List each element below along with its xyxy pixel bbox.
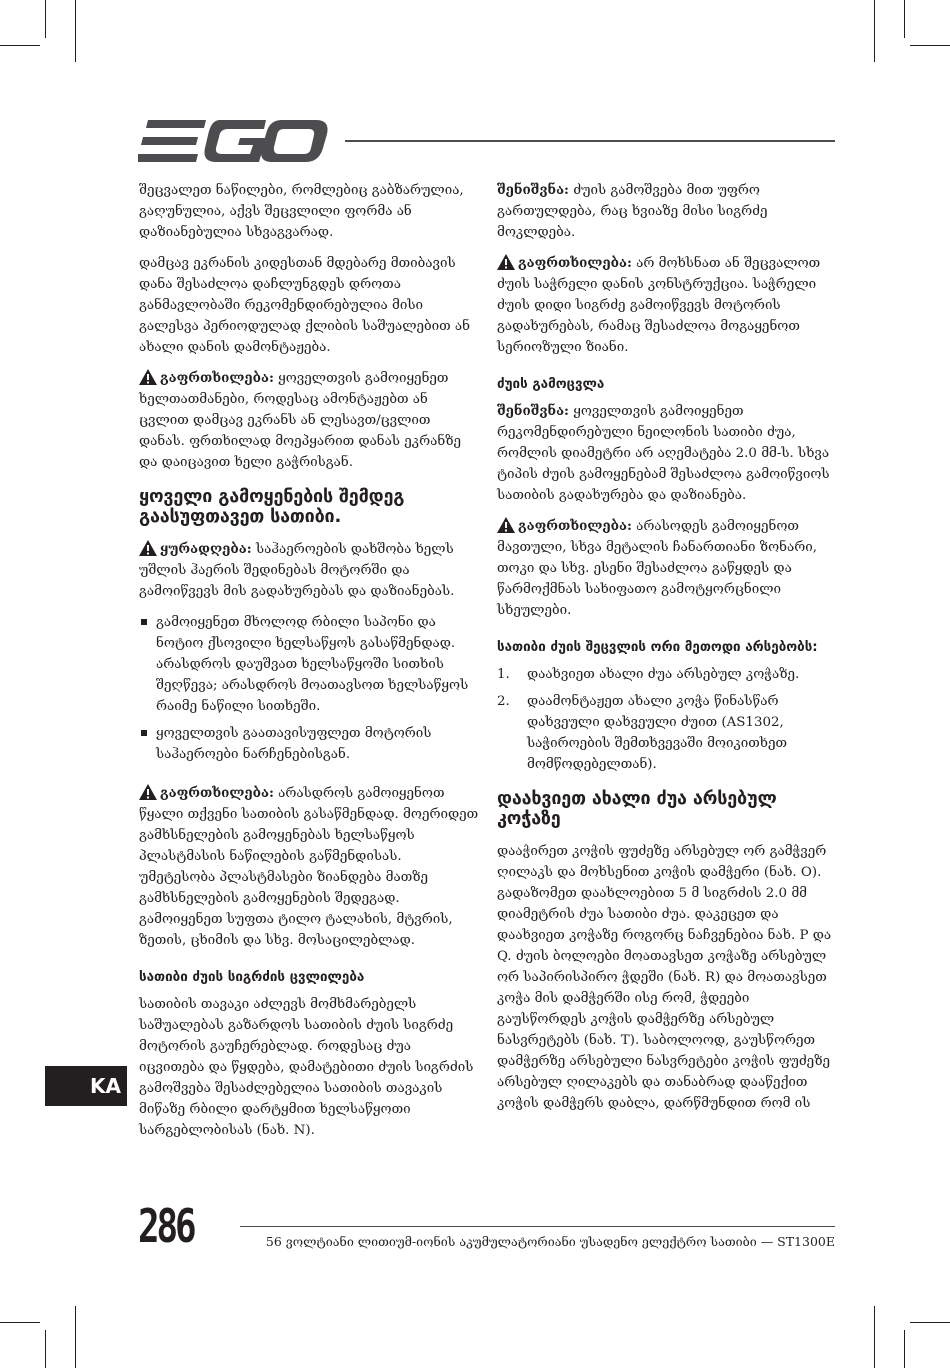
footer-rule bbox=[240, 1226, 835, 1227]
crop-mark bbox=[904, 0, 905, 38]
step-number: 1. bbox=[497, 667, 510, 682]
warning-icon bbox=[497, 517, 515, 533]
crop-mark bbox=[0, 1322, 40, 1323]
caution-paragraph bbox=[139, 539, 479, 602]
warning-label: გაფრთხილება: bbox=[160, 785, 274, 801]
subsection-heading: სათიბი ძუის სიგრძის ცვლილება bbox=[139, 970, 365, 985]
page-number: 286 bbox=[138, 1199, 194, 1253]
caution-text: საჰაეროების დახშობა ხელს უშლის ჰაერის შედინებას მოტორში და გამოიწვევს მის გადახურებას და დაზიანებას. bbox=[139, 542, 455, 599]
left-column bbox=[139, 180, 479, 1151]
crop-mark bbox=[75, 1306, 76, 1368]
ego-logo bbox=[138, 118, 328, 164]
crop-mark bbox=[910, 1322, 950, 1323]
language-tab: KA bbox=[45, 1066, 127, 1106]
caution-label: ყურადღება: bbox=[160, 541, 252, 557]
subsection-heading: ძუის გამოცვლა bbox=[497, 377, 605, 392]
list-item: გამოიყენეთ მხოლოდ რბილი საპონი და ნოტიო ქსოვილი ხელსაწყოს გასაწმენდად. არასდროს დაუშვათ ხელსაწყოში სითხის შეღწევა; არასდროს მოათავსოთ ხელსაწყოს რაიმე ნაწილი სითხეში. bbox=[139, 612, 479, 717]
warning-text: ყოველთვის გამოიყენეთ ხელთათმანები, როდესაც ამონტაჟებთ ან ცვლით დამცავ ეკრანს ან ლესავთ/ცვლით დანას. ფრთხილად მოეპყარით დანას ეკრანზე და დაიცავით ხელი გაჭრისგან. bbox=[139, 371, 461, 470]
bullet-list bbox=[139, 612, 479, 765]
list-item bbox=[497, 664, 837, 685]
header-rule bbox=[345, 140, 835, 142]
warning-paragraph bbox=[497, 253, 837, 358]
note-paragraph bbox=[497, 180, 837, 243]
note-label: შენიშვნა: bbox=[497, 403, 569, 419]
section-heading: დაახვიეთ ახალი ძუა არსებულ კოჭაზე bbox=[497, 788, 777, 829]
paragraph: დააჭირეთ კოჭის ფუძეზე არსებულ ორ გამჭვერ ღილაკს და მოხსენით კოჭის დამჭერი (ნახ. O). გადაზომეთ დაახლოებით 5 მ სიგრძის 2.0 მმ დიამეტრის ძუა სათიბი ძუა. დაკეცეთ და დაახვიეთ კოჭაზე როგორც ნაჩვენებია ნახ. P და Q. ძუის ბოლოები მოათავსეთ კოჭაზე არსებულ ორ საპირისპირო ჭდეში (ნახ. R) და მოათავსეთ კოჭა მის დამჭერში ისე რომ, ჭდეები გაუსწორდეს კოჭის დამჭერზე არსებულ ნასვრეტებს (ნახ. T). საბოლოოდ, გაუსწორეთ დამჭერზე არსებული ნასვრეტები კოჭის ფუძეზე არსებულ ღილაკებს და თანაბრად დააწექით კოჭის დამჭერს დაბლა, დარწმუნდით რომ ის bbox=[497, 844, 832, 1111]
paragraph: დამცავ ეკრანის კიდესთან მდებარე მთიბავის დანა შესაძლოა დაჩლუნგდეს დროთა განმავლობაში რეკომენდირებულია მისი გალესვა პერიოდულად ქლიბის საშუალებით ან ახალი დანის დამონტაჟება. bbox=[139, 256, 470, 355]
crop-mark bbox=[874, 0, 875, 62]
warning-label: გაფრთხილება: bbox=[518, 518, 632, 534]
warning-icon bbox=[139, 540, 157, 556]
step-text: დაამონტაჟეთ ახალი კოჭა წინასწარ დახვეული დახვეული ძუით (AS1302, საჭიროების შემთხვევაში მოიკითხეთ მომწოდებელთან). bbox=[527, 694, 788, 772]
list-item: ყოველთვის გაათავისუფლეთ მოტორის საჰაეროები ნარჩენებისგან. bbox=[139, 723, 479, 765]
section-heading: ყოველი გამოყენების შემდეგ გაასუფთავეთ სათიბი. bbox=[139, 486, 405, 527]
warning-icon bbox=[139, 369, 157, 385]
note-text: ყოველთვის გამოიყენეთ რეკომენდირებული ნეილონის სათიბი ძუა, რომლის დიამეტრი არ აღემატება 2.0 მმ-ს. სხვა ტიპის ძუის გამოყენებამ შესაძლოა გამოიწვიოს სათიბის გადახურება და დაზიანება. bbox=[497, 404, 830, 503]
warning-icon bbox=[139, 784, 157, 800]
crop-mark bbox=[75, 0, 76, 62]
crop-mark bbox=[0, 45, 40, 46]
paragraph: შეცვალეთ ნაწილები, რომლებიც გაბზარულია, გაღუნულია, აქვს შეცვლილი ფორმა ან დაზიანებულია სხვაგვარად. bbox=[139, 183, 464, 240]
paragraph: სათიბის თავაკი აძლევს მომხმარებელს საშუალებას გაზარდოს სათიბის ძუის სიგრძე მოტორის გაუჩერებლად. როდესაც ძუა იცვითება და წყდება, დამატებითი ძუის სიგრძის გამოშვება შესაძლებელია სათიბის თავაკის მიწაზე რბილი დარტყმით ხელსაწყოთი სარგებლობისას (ნახ. N). bbox=[139, 997, 474, 1138]
warning-paragraph bbox=[497, 516, 837, 621]
warning-text: არასოდეს გამოიყენოთ მავთული, სხვა მეტალის ჩანართიანი ზონარი, თოკი და სხვ. ესენი შესაძლოა გაწყდეს და წარმოქმნას სახიფათო გამოტყორცნილი სხეულები. bbox=[497, 519, 817, 618]
list-item bbox=[497, 691, 837, 775]
crop-mark bbox=[904, 1330, 905, 1368]
warning-label: გაფრთხილება: bbox=[160, 370, 274, 386]
right-column bbox=[497, 180, 837, 1124]
crop-mark bbox=[874, 1306, 875, 1368]
subsection-heading: სათიბი ძუის შეცვლის ორი მეთოდი არსებობს: bbox=[497, 640, 818, 655]
crop-mark bbox=[910, 45, 950, 46]
warning-label: გაფრთხილება: bbox=[518, 255, 632, 271]
step-text: დაახვიეთ ახალი ძუა არსებულ კოჭაზე. bbox=[527, 667, 800, 682]
note-paragraph bbox=[497, 401, 837, 506]
step-number: 2. bbox=[497, 694, 510, 709]
warning-icon bbox=[497, 254, 515, 270]
note-label: შენიშვნა: bbox=[497, 182, 569, 198]
warning-text: არ მოხსნათ ან შეცვალოთ ძუის საჭრელი დანის კონსტრუქცია. საჭრელი ძუის დიდი სიგრძე გამოიწვევს მოტორის გადახურებას, რამაც შესაძლოა მოგაყენოთ სერიოზული ზიანი. bbox=[497, 256, 821, 355]
steps-list bbox=[497, 664, 837, 775]
warning-text: არასდროს გამოიყენოთ წყალი თქვენი სათიბის გასაწმენდად. მოერიდეთ გამხსნელების გამოყენებას ხელსაწყოს პლასტმასის ნაწილების გაწმენდისას. უმეტესობა პლასტმასები ზიანდება მათზე გამხსნელების გამოყენების შედეგად. გამოიყენეთ სუფთა ტილო ტალახის, მტვრის, ზეთის, ცხიმის და სხვ. მოსაცილებლად. bbox=[139, 786, 479, 948]
footer-text: 56 ვოლტიანი ლითიუმ-იონის აკუმულატორიანი უსადენო ელექტრო სათიბი — ST1300E bbox=[265, 1234, 835, 1249]
note-text: ძუის გამოშვება მით უფრო გართულდება, რაც ხვიაზე მისი სიგრძე მოკლდება. bbox=[497, 183, 768, 240]
warning-paragraph bbox=[139, 783, 479, 951]
crop-mark bbox=[45, 1330, 46, 1368]
crop-mark bbox=[45, 0, 46, 38]
warning-paragraph bbox=[139, 368, 479, 473]
